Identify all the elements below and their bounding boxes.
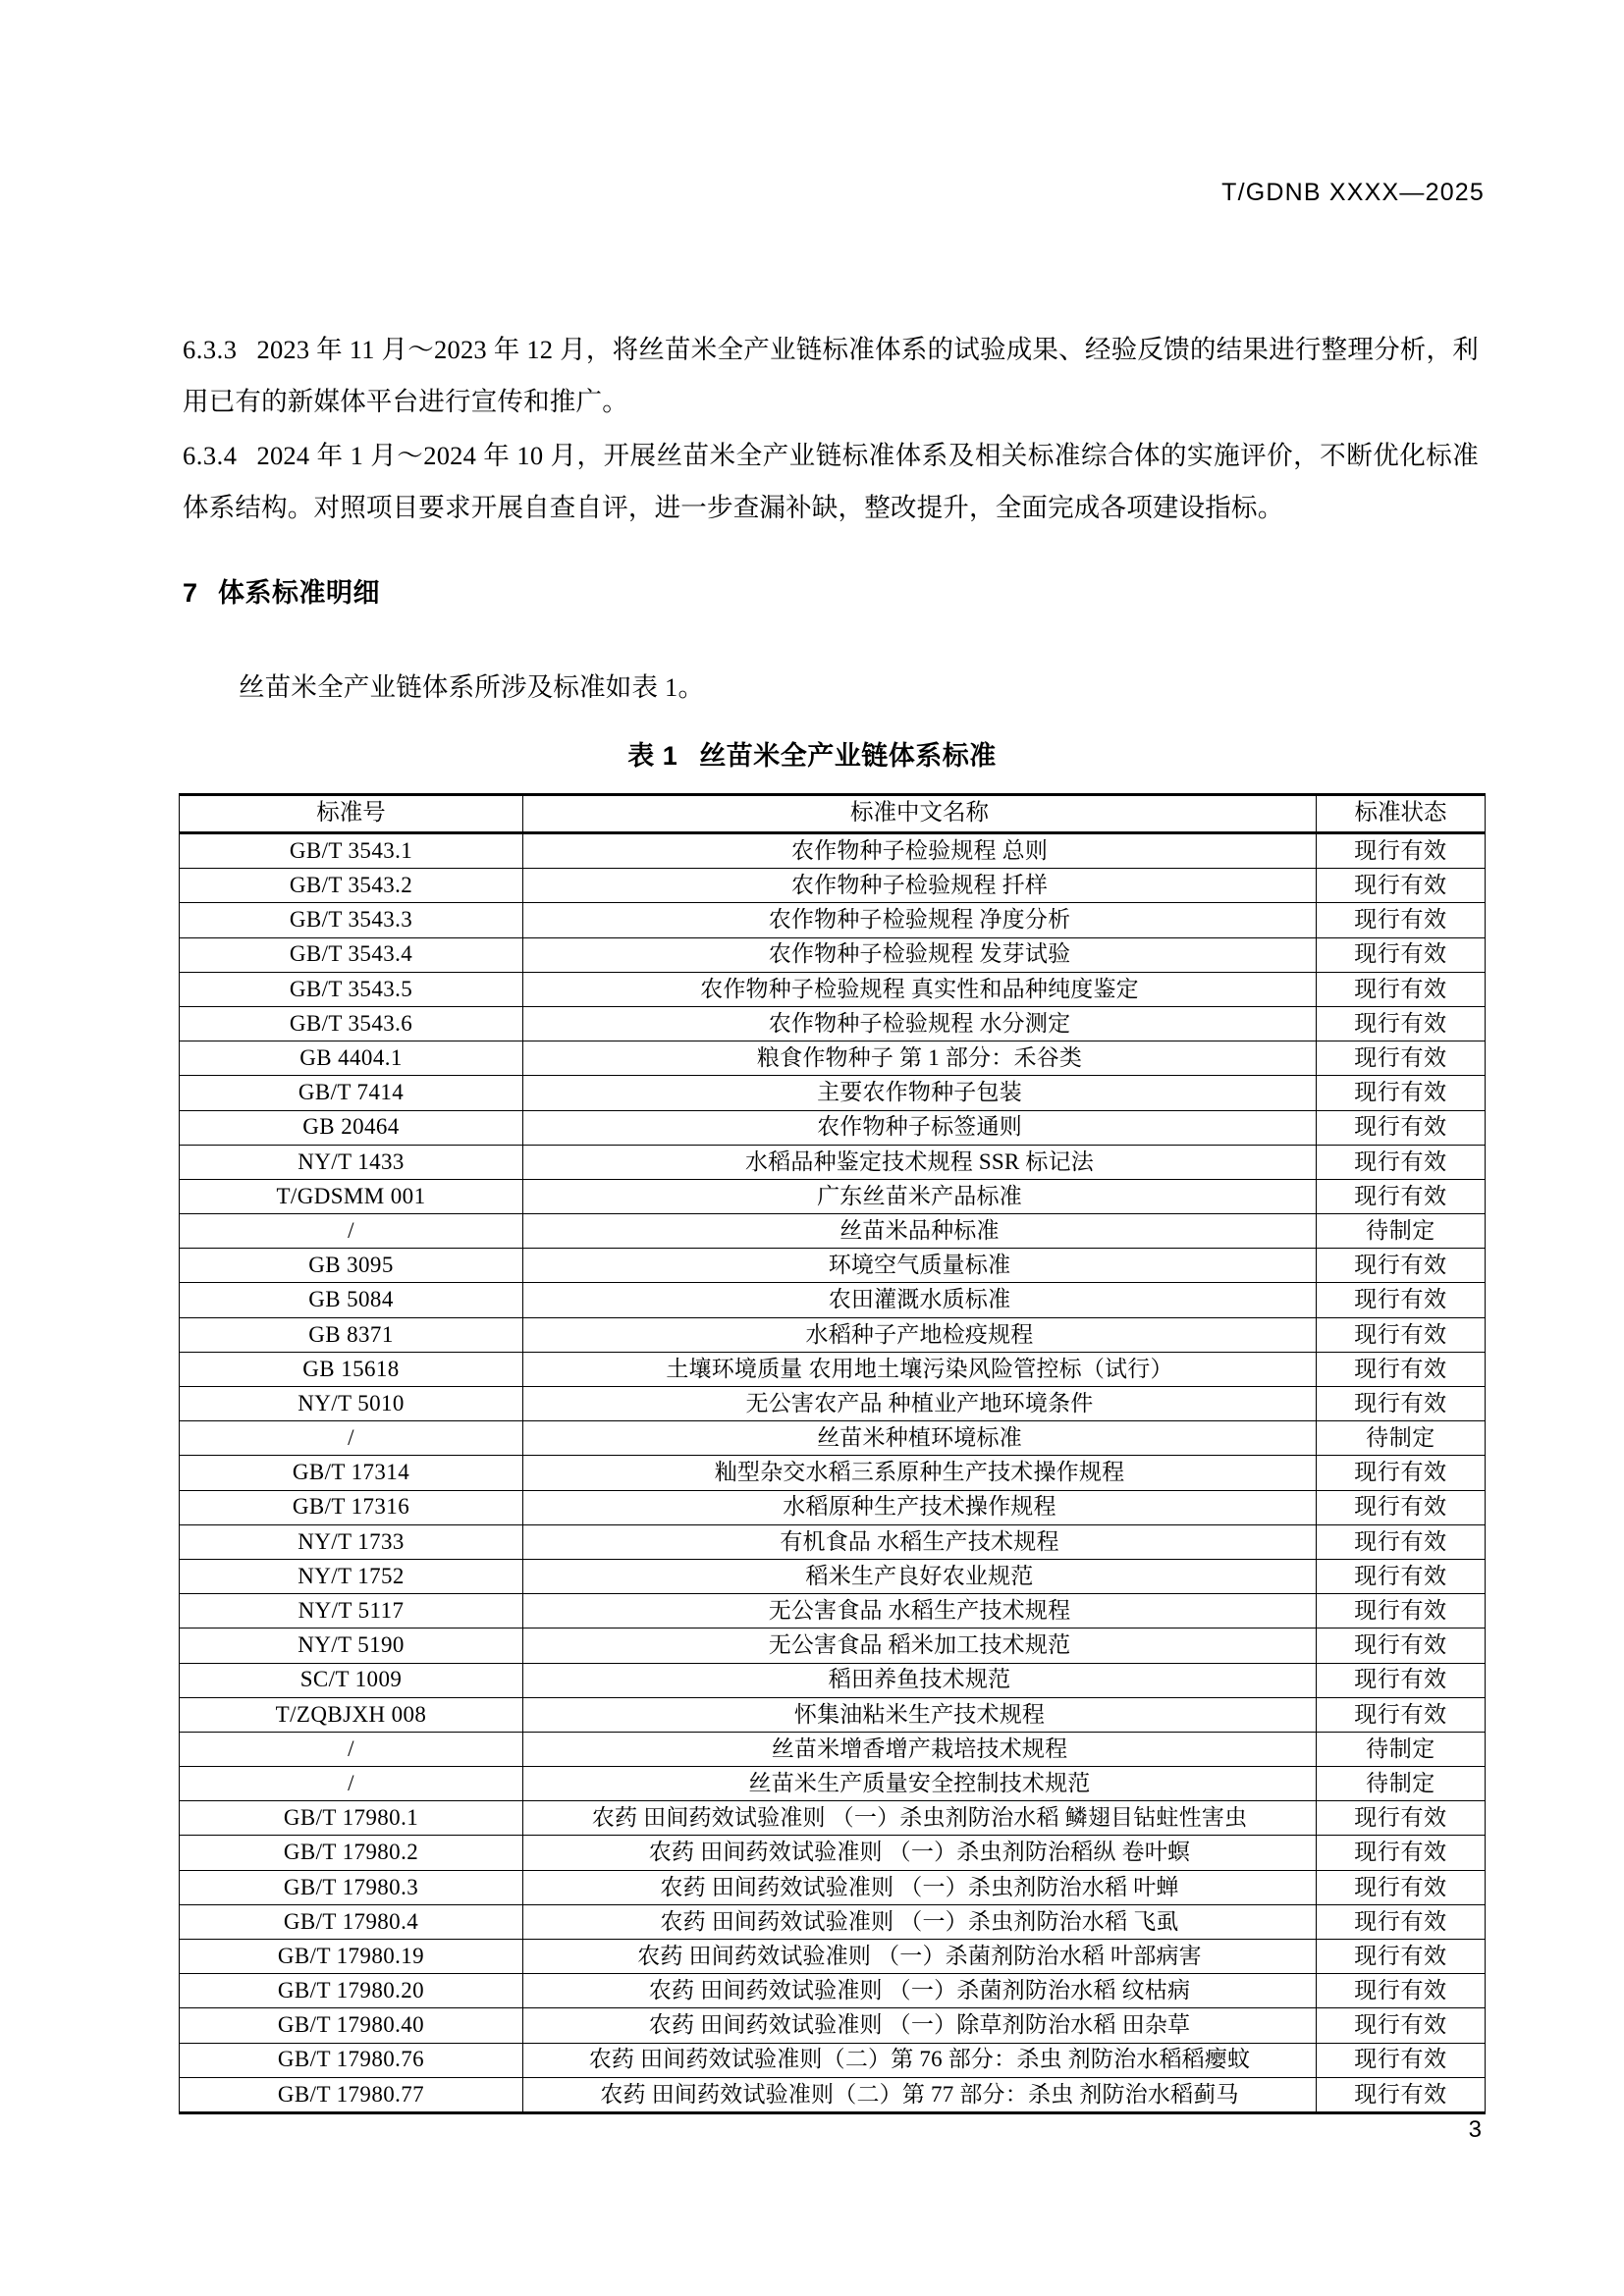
cell-standard-status: 现行有效: [1317, 1663, 1486, 1697]
cell-standard-status: 现行有效: [1317, 1006, 1486, 1041]
cell-standard-status: 现行有效: [1317, 1870, 1486, 1904]
table-row: [180, 1870, 1486, 1904]
cell-standard-name: 水稻原种生产技术操作规程: [523, 1490, 1317, 1524]
cell-standard-name: 丝苗米增香增产栽培技术规程: [523, 1732, 1317, 1766]
cell-standard-name: 农作物种子检验规程 水分测定: [523, 1006, 1317, 1041]
cell-standard-name: 无公害食品 稻米加工技术规范: [523, 1629, 1317, 1663]
cell-standard-status: 现行有效: [1317, 1490, 1486, 1524]
paragraph-6-3-3: [183, 324, 1479, 428]
cell-standard-code: NY/T 5190: [180, 1629, 523, 1663]
cell-standard-code: GB/T 17314: [180, 1456, 523, 1490]
cell-standard-status: 现行有效: [1317, 1317, 1486, 1352]
cell-standard-status: 现行有效: [1317, 1076, 1486, 1110]
table-row: [180, 1629, 1486, 1663]
paragraph-text: 2023 年 11 月～2023 年 12 月，将丝苗米全产业链标准体系的试验成果、经验反馈的结果进行整理分析，利用已有的新媒体平台进行宣传和推广。: [183, 335, 1479, 416]
table-row: [180, 1732, 1486, 1766]
table-intro-sentence: 丝苗米全产业链体系所涉及标准如表 1。: [239, 672, 705, 702]
table-row: [180, 937, 1486, 972]
table-row: [180, 1801, 1486, 1836]
cell-standard-name: 丝苗米品种标准: [523, 1214, 1317, 1249]
cell-standard-code: NY/T 1752: [180, 1559, 523, 1593]
column-header-standard-status: 标准状态: [1317, 795, 1486, 833]
cell-standard-status: 现行有效: [1317, 1249, 1486, 1283]
table-row: [180, 1697, 1486, 1732]
table-row: [180, 2077, 1486, 2112]
cell-standard-name: 丝苗米种植环境标准: [523, 1421, 1317, 1456]
cell-standard-name: 农作物种子检验规程 真实性和品种纯度鉴定: [523, 972, 1317, 1006]
cell-standard-code: NY/T 1433: [180, 1145, 523, 1179]
table-caption-label: 表 1: [627, 741, 678, 771]
cell-standard-status: 现行有效: [1317, 1041, 1486, 1076]
table-body: [180, 833, 1486, 2113]
cell-standard-code: GB 20464: [180, 1110, 523, 1145]
cell-standard-code: GB/T 3543.5: [180, 972, 523, 1006]
cell-standard-status: 现行有效: [1317, 1145, 1486, 1179]
cell-standard-code: GB/T 17980.2: [180, 1836, 523, 1870]
cell-standard-name: 粮食作物种子 第 1 部分：禾谷类: [523, 1041, 1317, 1076]
cell-standard-code: GB/T 17980.20: [180, 1974, 523, 2008]
cell-standard-code: GB 4404.1: [180, 1041, 523, 1076]
table-row: [180, 1524, 1486, 1559]
cell-standard-name: 环境空气质量标准: [523, 1249, 1317, 1283]
paragraph-6-3-4: [183, 430, 1479, 534]
cell-standard-code: GB 8371: [180, 1317, 523, 1352]
table-row: [180, 1076, 1486, 1110]
cell-standard-name: 农药 田间药效试验准则（二）第 77 部分：杀虫 剂防治水稻蓟马: [523, 2077, 1317, 2112]
column-header-standard-name: 标准中文名称: [523, 795, 1317, 833]
cell-standard-status: 现行有效: [1317, 1456, 1486, 1490]
table-head: [180, 795, 1486, 833]
cell-standard-status: 现行有效: [1317, 1387, 1486, 1421]
cell-standard-name: 土壤环境质量 农用地土壤污染风险管控标（试行）: [523, 1352, 1317, 1386]
cell-standard-status: 现行有效: [1317, 1801, 1486, 1836]
cell-standard-status: 现行有效: [1317, 1940, 1486, 1974]
table-caption-title: 丝苗米全产业链体系标准: [699, 741, 997, 771]
cell-standard-code: GB/T 17980.76: [180, 2043, 523, 2077]
paragraph-text: 2024 年 1 月～2024 年 10 月，开展丝苗米全产业链标准体系及相关标准综合体的实施评价，不断优化标准体系结构。对照项目要求开展自查自评，进一步查漏补缺，整改提升，全面完成各项建设指标。: [183, 441, 1479, 522]
table-row: [180, 1836, 1486, 1870]
clause-number: 7: [183, 578, 198, 608]
cell-standard-code: T/GDSMM 001: [180, 1179, 523, 1213]
cell-standard-name: 稻田养鱼技术规范: [523, 1663, 1317, 1697]
cell-standard-code: GB/T 17980.4: [180, 1904, 523, 1939]
cell-standard-code: GB 5084: [180, 1283, 523, 1317]
cell-standard-code: NY/T 5010: [180, 1387, 523, 1421]
cell-standard-status: 现行有效: [1317, 2043, 1486, 2077]
table-row: [180, 1041, 1486, 1076]
cell-standard-name: 农药 田间药效试验准则（二）第 76 部分：杀虫 剂防治水稻稻瘿蚊: [523, 2043, 1317, 2077]
cell-standard-name: 农作物种子标签通则: [523, 1110, 1317, 1145]
cell-standard-status: 现行有效: [1317, 2008, 1486, 2043]
cell-standard-code: NY/T 1733: [180, 1524, 523, 1559]
cell-standard-code: GB/T 17980.1: [180, 1801, 523, 1836]
cell-standard-name: 农作物种子检验规程 总则: [523, 833, 1317, 869]
cell-standard-name: 稻米生产良好农业规范: [523, 1559, 1317, 1593]
cell-standard-code: GB/T 17980.3: [180, 1870, 523, 1904]
table-row: [180, 1145, 1486, 1179]
cell-standard-status: 现行有效: [1317, 1524, 1486, 1559]
cell-standard-status: 现行有效: [1317, 1594, 1486, 1629]
cell-standard-status: 现行有效: [1317, 1697, 1486, 1732]
cell-standard-code: /: [180, 1214, 523, 1249]
cell-standard-code: GB/T 7414: [180, 1076, 523, 1110]
cell-standard-code: GB/T 17980.40: [180, 2008, 523, 2043]
cell-standard-code: GB/T 3543.6: [180, 1006, 523, 1041]
cell-standard-code: /: [180, 1421, 523, 1456]
table-row: [180, 1214, 1486, 1249]
cell-standard-name: 农田灌溉水质标准: [523, 1283, 1317, 1317]
cell-standard-code: GB/T 3543.1: [180, 833, 523, 869]
cell-standard-status: 现行有效: [1317, 833, 1486, 869]
table-row: [180, 869, 1486, 903]
cell-standard-code: /: [180, 1732, 523, 1766]
table-row: [180, 972, 1486, 1006]
table-row: [180, 1421, 1486, 1456]
table-row: [180, 1767, 1486, 1801]
table-row: [180, 833, 1486, 869]
cell-standard-status: 现行有效: [1317, 903, 1486, 937]
table-row: [180, 1317, 1486, 1352]
table-row: [180, 1387, 1486, 1421]
table-row: [180, 2008, 1486, 2043]
cell-standard-name: 农药 田间药效试验准则 （一）杀虫剂防治水稻 叶蝉: [523, 1870, 1317, 1904]
table-row: [180, 1490, 1486, 1524]
paragraph-number: 6.3.3: [183, 335, 238, 364]
cell-standard-status: 现行有效: [1317, 1629, 1486, 1663]
cell-standard-name: 籼型杂交水稻三系原种生产技术操作规程: [523, 1456, 1317, 1490]
cell-standard-status: 待制定: [1317, 1214, 1486, 1249]
cell-standard-status: 现行有效: [1317, 1836, 1486, 1870]
cell-standard-name: 农作物种子检验规程 发芽试验: [523, 937, 1317, 972]
table-row: [180, 1110, 1486, 1145]
standards-table: [179, 793, 1486, 2114]
body-text-block: [183, 324, 1479, 536]
table-row: [180, 1179, 1486, 1213]
clause-7-heading: [183, 571, 380, 610]
table-row: [180, 1904, 1486, 1939]
cell-standard-status: 现行有效: [1317, 1110, 1486, 1145]
cell-standard-status: 现行有效: [1317, 937, 1486, 972]
cell-standard-name: 水稻品种鉴定技术规程 SSR 标记法: [523, 1145, 1317, 1179]
cell-standard-code: GB/T 3543.2: [180, 869, 523, 903]
cell-standard-name: 主要农作物种子包装: [523, 1076, 1317, 1110]
clause-title: 体系标准明细: [218, 578, 380, 608]
table-row: [180, 1559, 1486, 1593]
cell-standard-code: GB/T 17316: [180, 1490, 523, 1524]
cell-standard-code: GB/T 3543.4: [180, 937, 523, 972]
cell-standard-status: 待制定: [1317, 1732, 1486, 1766]
cell-standard-code: GB/T 17980.19: [180, 1940, 523, 1974]
cell-standard-name: 农药 田间药效试验准则 （一）杀虫剂防治水稻 飞虱: [523, 1904, 1317, 1939]
paragraph-number: 6.3.4: [183, 441, 238, 470]
table-1-caption: [0, 734, 1624, 773]
cell-standard-status: 现行有效: [1317, 972, 1486, 1006]
table-row: [180, 903, 1486, 937]
table-row: [180, 1663, 1486, 1697]
cell-standard-status: 现行有效: [1317, 1283, 1486, 1317]
cell-standard-name: 无公害食品 水稻生产技术规程: [523, 1594, 1317, 1629]
cell-standard-name: 有机食品 水稻生产技术规程: [523, 1524, 1317, 1559]
cell-standard-status: 现行有效: [1317, 1904, 1486, 1939]
table-row: [180, 1283, 1486, 1317]
cell-standard-name: 农药 田间药效试验准则 （一）杀菌剂防治水稻 纹枯病: [523, 1974, 1317, 2008]
cell-standard-name: 农作物种子检验规程 扦样: [523, 869, 1317, 903]
cell-standard-name: 农作物种子检验规程 净度分析: [523, 903, 1317, 937]
table-row: [180, 1456, 1486, 1490]
cell-standard-status: 现行有效: [1317, 2077, 1486, 2112]
cell-standard-code: /: [180, 1767, 523, 1801]
table-row: [180, 1352, 1486, 1386]
cell-standard-status: 待制定: [1317, 1421, 1486, 1456]
cell-standard-status: 现行有效: [1317, 1352, 1486, 1386]
cell-standard-code: GB/T 17980.77: [180, 2077, 523, 2112]
cell-standard-code: GB 3095: [180, 1249, 523, 1283]
table-row: [180, 1249, 1486, 1283]
cell-standard-status: 现行有效: [1317, 869, 1486, 903]
cell-standard-code: GB/T 3543.3: [180, 903, 523, 937]
cell-standard-code: T/ZQBJXH 008: [180, 1697, 523, 1732]
cell-standard-code: SC/T 1009: [180, 1663, 523, 1697]
table-row: [180, 2043, 1486, 2077]
cell-standard-name: 农药 田间药效试验准则 （一）杀菌剂防治水稻 叶部病害: [523, 1940, 1317, 1974]
cell-standard-name: 农药 田间药效试验准则 （一）杀虫剂防治稻纵 卷叶螟: [523, 1836, 1317, 1870]
cell-standard-name: 广东丝苗米产品标准: [523, 1179, 1317, 1213]
cell-standard-name: 农药 田间药效试验准则 （一）杀虫剂防治水稻 鳞翅目钻蛀性害虫: [523, 1801, 1317, 1836]
cell-standard-code: NY/T 5117: [180, 1594, 523, 1629]
cell-standard-name: 怀集油粘米生产技术规程: [523, 1697, 1317, 1732]
table-row: [180, 1594, 1486, 1629]
running-header-standard-code: T/GDNB XXXX—2025: [1221, 179, 1485, 206]
table-row: [180, 1974, 1486, 2008]
cell-standard-status: 现行有效: [1317, 1559, 1486, 1593]
table-header-row: [180, 795, 1486, 833]
cell-standard-name: 农药 田间药效试验准则 （一）除草剂防治水稻 田杂草: [523, 2008, 1317, 2043]
cell-standard-status: 待制定: [1317, 1767, 1486, 1801]
cell-standard-name: 无公害农产品 种植业产地环境条件: [523, 1387, 1317, 1421]
table-row: [180, 1006, 1486, 1041]
page-number: 3: [1468, 2116, 1482, 2143]
standards-table-container: [179, 793, 1485, 2114]
table-row: [180, 1940, 1486, 1974]
cell-standard-code: GB 15618: [180, 1352, 523, 1386]
column-header-standard-code: 标准号: [180, 795, 523, 833]
cell-standard-name: 丝苗米生产质量安全控制技术规范: [523, 1767, 1317, 1801]
cell-standard-status: 现行有效: [1317, 1974, 1486, 2008]
cell-standard-status: 现行有效: [1317, 1179, 1486, 1213]
cell-standard-name: 水稻种子产地检疫规程: [523, 1317, 1317, 1352]
